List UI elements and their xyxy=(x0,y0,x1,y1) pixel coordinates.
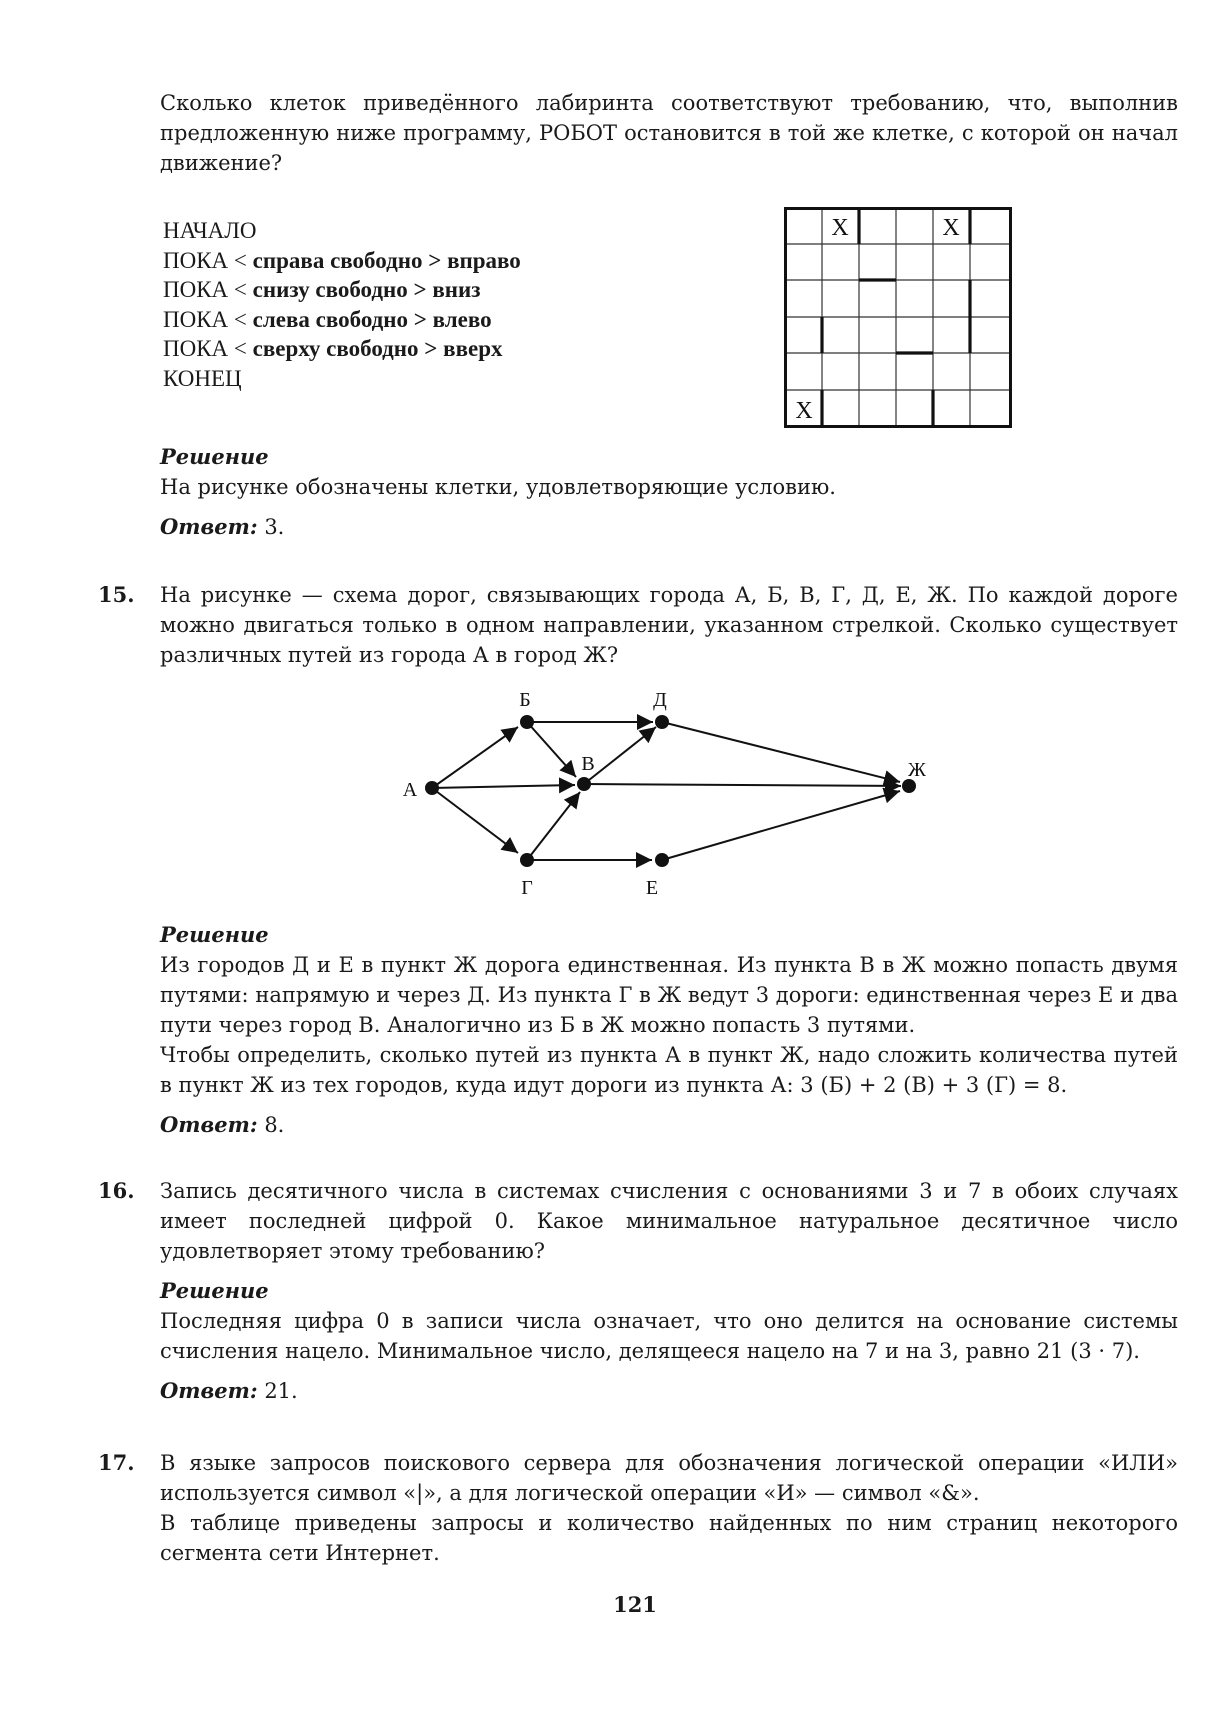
node-D xyxy=(655,715,669,729)
problem-number-15: 15. xyxy=(98,582,135,607)
answer-line xyxy=(160,1110,1178,1140)
label-D: Д xyxy=(653,689,667,711)
label-Zh: Ж xyxy=(908,759,926,781)
edge-A-G xyxy=(432,788,518,853)
problem-number-16: 16. xyxy=(98,1178,135,1203)
problem-16 xyxy=(160,1176,1178,1406)
problem-number-17: 17. xyxy=(98,1450,135,1475)
answer-value: 3. xyxy=(257,515,285,539)
program-line-4: ПОКА < слева свободно > влево xyxy=(163,306,492,332)
problem-15-text: На рисунке — схема дорог, связывающих города А, Б, В, Г, Д, Е, Ж. По каждой дороге можно двигаться только в одном направлении, указанном стрелкой. Сколько существует различных путей из города А в город Ж? xyxy=(160,583,1178,667)
label-B: Б xyxy=(519,689,531,711)
maze-mark-1: X xyxy=(831,215,849,241)
edge-E-Zh xyxy=(662,791,900,860)
solution-15 xyxy=(160,920,1178,1140)
solution-heading: Решение xyxy=(160,444,269,469)
answer-line xyxy=(160,1376,1178,1406)
problem-17-text-2: В таблице приведены запросы и количество найденных по ним страниц некоторого сегмента сети Интернет. xyxy=(160,1511,1178,1565)
solution-text-1: Из городов Д и Е в пункт Ж дорога единственная. Из пункта В в Ж можно попасть двумя путями: напрямую и через Д. Из пункта Г в Ж ведут 3 дороги: единственная через Е и два пути через город В. Аналогично из Б в Ж можно попасть 3 путями. xyxy=(160,953,1178,1037)
program-line-2: ПОКА < справа свободно > вправо xyxy=(163,247,521,273)
edge-A-V xyxy=(432,785,575,788)
node-B xyxy=(520,715,534,729)
maze-mark-3: X xyxy=(795,398,813,424)
node-A xyxy=(425,781,439,795)
maze-grid-lines xyxy=(785,208,1011,427)
label-E: Е xyxy=(645,877,659,899)
solution-heading: Решение xyxy=(160,922,269,947)
answer-value: 21. xyxy=(257,1379,298,1403)
node-V xyxy=(577,777,591,791)
maze-grid xyxy=(784,207,1014,429)
answer-line xyxy=(160,512,1178,542)
label-A: А xyxy=(402,779,418,801)
page-number: 121 xyxy=(613,1592,657,1617)
problem-17-text-1: В языке запросов поискового сервера для обозначения логической операции «ИЛИ» используется символ «|», а для логической операции «И» — символ «&». xyxy=(160,1451,1178,1505)
robot-program xyxy=(163,216,521,393)
maze-question xyxy=(160,88,1178,178)
solution-14 xyxy=(160,442,1178,542)
label-V: В xyxy=(581,753,595,775)
edge-V-Zh xyxy=(584,784,901,786)
road-graph xyxy=(390,680,950,900)
program-line-6: КОНЕЦ xyxy=(163,365,242,391)
problem-15 xyxy=(160,580,1178,670)
edge-A-B xyxy=(432,727,518,788)
node-Zh xyxy=(902,779,916,793)
solution-text: Последняя цифра 0 в записи числа означает, что оно делится на основание системы счисления нацело. Минимальное число, делящееся нацело на 7 и на 3, равно 21 (3 · 7). xyxy=(160,1309,1178,1363)
problem-17 xyxy=(160,1448,1178,1568)
graph-edges xyxy=(432,722,901,860)
answer-value: 8. xyxy=(257,1113,285,1137)
node-G xyxy=(520,853,534,867)
label-G: Г xyxy=(521,877,533,899)
node-E xyxy=(655,853,669,867)
program-line-3: ПОКА < снизу свободно > вниз xyxy=(163,277,481,302)
solution-heading: Решение xyxy=(160,1278,269,1303)
program-line-1: НАЧАЛО xyxy=(163,218,257,243)
answer-label: Ответ: xyxy=(160,514,258,539)
edge-D-Zh xyxy=(662,722,900,782)
problem-16-text: Запись десятичного числа в системах счисления с основаниями 3 и 7 в обоих случаях имеет последней цифрой 0. Какое минимальное натуральное десятичное число удовлетворяет этому требованию? xyxy=(160,1179,1178,1263)
edge-V-D xyxy=(584,727,656,784)
maze-question-text: Сколько клеток приведённого лабиринта соответствуют требованию, что, выполнив предложенную ниже программу, РОБОТ остановится в той же клетке, с которой он начал движение? xyxy=(160,91,1178,175)
solution-text: На рисунке обозначены клетки, удовлетворяющие условию. xyxy=(160,475,836,499)
answer-label: Ответ: xyxy=(160,1112,258,1137)
graph-nodes xyxy=(425,715,916,867)
program-line-5: ПОКА < сверху свободно > вверх xyxy=(163,336,503,361)
solution-text-2: Чтобы определить, сколько путей из пункта А в пункт Ж, надо сложить количества путей в пункт Ж из тех городов, куда идут дороги из пункта А: 3 (Б) + 2 (В) + 3 (Г) = 8. xyxy=(160,1043,1178,1097)
maze-mark-2: X xyxy=(942,215,960,241)
edge-B-V xyxy=(527,722,576,777)
edge-G-V xyxy=(527,792,580,860)
answer-label: Ответ: xyxy=(160,1378,258,1403)
